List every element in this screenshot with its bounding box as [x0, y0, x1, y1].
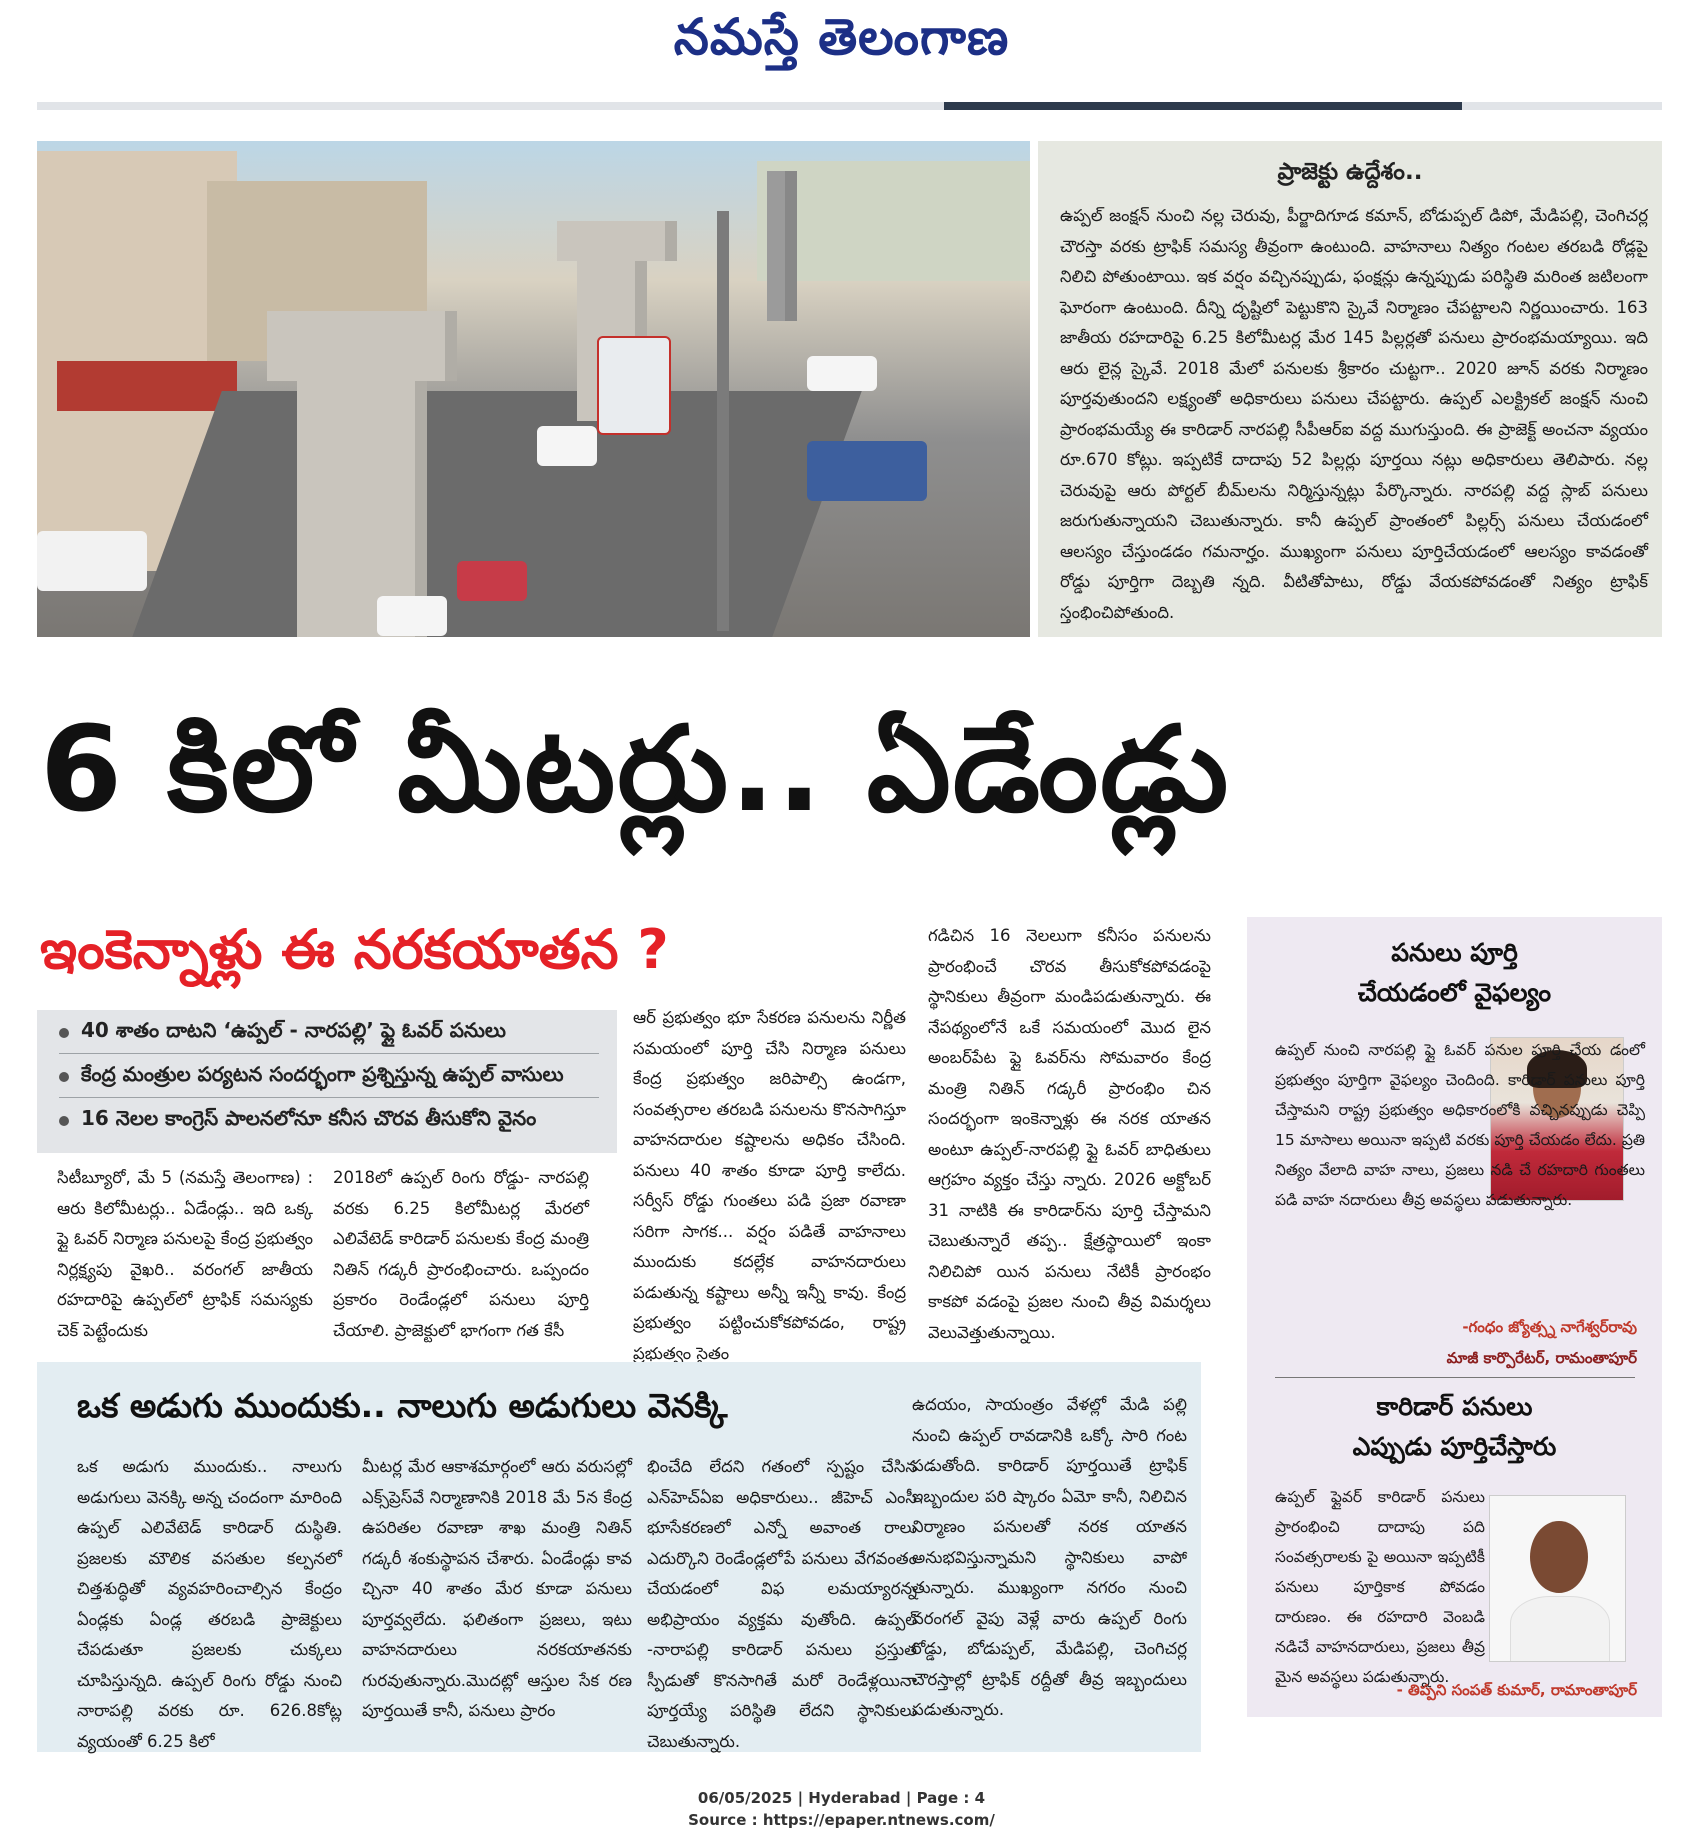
bottom-article-column-2: మీటర్ల మేర ఆకాశమార్గంలో ఆరు వరుసల్లో ఎక్స్‌ప్రెస్‌వే నిర్మాణానికి 2018 మే 5న కేంద్ర ఉపరితల రవాణా శాఖ మంత్రి నితిన్ గడ్కరీ శంకుస్థాపన చేశారు. ఏండేండ్లు కావ చ్చినా 40 శాతం మేర కూడా పనులు పూర్తవ్వలేదు. ఫలితంగా ప్రజలు, ఇటు వాహనదారులు నరకయాతనకు గురవుతున్నారు.మొదట్లో ఆస్తుల సేక రణ పూర్తయితే కానీ, పనులు ప్రారం: [362, 1457, 632, 1720]
footer-source-line: Source : https://epaper.ntnews.com/: [688, 1811, 995, 1829]
bullet-icon: [59, 1116, 69, 1126]
header-rule-light: [37, 102, 944, 110]
opinion1-signature-role: మాజీ కార్పొరేటర్, రామంతాపూర్: [1446, 1349, 1637, 1367]
project-purpose-title: ప్రాజెక్టు ఉద్దేశం..: [1277, 159, 1423, 185]
header-rule-light-end: [1462, 102, 1662, 110]
main-headline: 6 కిలో మీటర్లు.. ఏడేండ్లు: [40, 700, 1231, 838]
opinion2-signature: - తిప్పని సంపత్ కుమార్, రామాంతాపూర్: [1396, 1681, 1637, 1699]
bottom-article-column-4: ఉదయం, సాయంత్రం వేళల్లో మేడి పల్లి నుంచి ఉప్పల్ రావడానికి ఒక్కో సారి గంట పడుతోంది. కారిడార్ పూర్తయితే ట్రాఫిక్ ఇబ్బందుల పరి ష్కారం ఏమో కానీ, నిలిచిన నిర్మాణం పనులతో నరక యాతన అనుభవిస్తున్నామని స్థానికులు వాపో తున్నారు. ముఖ్యంగా నగరం నుంచి వరంగల్ వైపు వెళ్లే వారు ఉప్పల్ రింగు రోడ్డు, బోడుప్పల్, మేడిపల్లి, చెంగిచర్ల చౌరస్తాల్లో ట్రాఫిక్ రద్దీతో తీవ్ర ఇబ్బందులు పడుతున్నారు.: [912, 1395, 1187, 1719]
highlights-box: [37, 1010, 617, 1153]
opinion2-title-line2: ఎప్పుడు పూర్తిచేస్తారు: [1352, 1432, 1557, 1461]
article-column-3: ఆర్ ప్రభుత్వం భూ సేకరణ పనులను నిర్ణీత సమయంలో పూర్తి చేసి నిర్మాణ పనులు కేంద్ర ప్రభుత్వం జరిపాల్సి ఉండగా, సంవత్సరాల తరబడి పనులను కొనసాగిస్తూ వాహనదారుల కష్టాలను అధికం చేసింది. పనులు 40 శాతం కూడా పూర్తి కాలేదు. సర్వీస్ రోడ్డు గుంతలు పడి ప్రజా రవాణా సరిగా సాగక... వర్షం పడితే వాహనాలు ముందుకు కదల్లేక వాహనదారులు పడుతున్న కష్టాలు అన్నీ ఇన్నీ కావు. కేంద్ర ప్రభుత్వం పట్టించుకోకపోవడం, రాష్ట్ర ప్రభుత్వం సైతం: [633, 1008, 906, 1363]
opinion-sidebar: [1247, 917, 1662, 1717]
highlight-item: 40 శాతం దాటని ‘ఉప్పల్ - నారపల్లి’ ఫ్లై ఓవర్ పనులు: [59, 1018, 599, 1054]
opinion2-title-line1: కారిడార్ పనులు: [1376, 1392, 1533, 1421]
bottom-article-column-3: భించేది లేదని గతంలో స్పష్టం చేసిన ఎన్‌హెచ్ఏఐ అధికారులు.. జీహెచ్ ఎంసీ భూసేకరణలో ఎన్నో అవాంత రాలు ఎదుర్కొని రెండేండ్లలోపే పనులు వేగవంతం చేయడంలో విఫ లమయ్యారన్న అభిప్రాయం వ్యక్తమ వుతోంది. ఉప్పల్ -నారాపల్లి కారిడార్ పనులు ప్రస్తుత స్పీడుతో కొనసాగితే మరో రెండేళ్లయినా పూర్తయ్యే పరిస్థితి లేదని స్థానికులు చెబుతున్నారు.: [647, 1457, 917, 1751]
opinion1-title-line2: చేయడంలో వైఫల్యం: [1357, 978, 1552, 1007]
bottom-article-column-1: ఒక అడుగు ముందుకు.. నాలుగు అడుగులు వెనక్కి అన్న చందంగా మారింది ఉప్పల్ ఎలివేటెడ్ కారిడార్ దుస్థితి. ప్రజలకు మౌలిక వసతుల కల్పనలో చిత్తశుద్ధితో వ్యవహరించాల్సిన కేంద్రం ఏండ్లకు ఏండ్ల తరబడి ప్రాజెక్టులు చేపడుతూ ప్రజలకు చుక్కలు చూపిస్తున్నది. ఉప్పల్ రింగు రోడ్డు నుంచి నారాపల్లి వరకు రూ. 626.8కోట్ల వ్యయంతో 6.25 కిలో: [77, 1457, 342, 1751]
flyover-photo: [37, 141, 1030, 637]
opinion1-body: ఉప్పల్ నుంచి నారపల్లి ఫ్లై ఓవర్ పనుల పూర్తి చేయ డంలో ప్రభుత్వం పూర్తిగా వైఫల్యం చెందింది. కారిడార్ పనులు పూర్తి చేస్తామని రాష్ట్ర ప్రభుత్వం అధికారంలోకి వచ్చినప్పుడు చెప్పి 15 మాసాలు అయినా ఇప్పటి వరకు పూర్తి చేయడం లేదు. ప్రతి నిత్యం వేలాది వాహ నాలు, ప్రజలు నడి చే రహదారి గుంతలు పడి వాహ నదారులు తీవ్ర అవస్థలు పడుతున్నారు.: [1275, 1041, 1645, 1209]
bullet-icon: [59, 1028, 69, 1038]
bullet-icon: [59, 1072, 69, 1082]
masthead-title: నమస్తే తెలంగాణ: [673, 8, 1010, 66]
opinion1-title-line1: పనులు పూర్తి: [1391, 938, 1518, 967]
project-purpose-body: ఉప్పల్ జంక్షన్ నుంచి నల్ల చెరువు, పీర్జాదిగూడ కమాన్, బోడుప్పల్ డిపో, మేడిపల్లి, చెంగిచర్ల చౌరస్తా వరకు ట్రాఫిక్ సమస్య తీవ్రంగా ఉంటుంది. వాహనాలు నిత్యం గంటల తరబడి రోడ్లపై నిలిచి పోతుంటాయి. ఇక వర్షం వచ్చినప్పుడు, ఫంక్షన్లు ఉన్నప్పుడు పరిస్థితి మరింత జటిలంగా ఘోరంగా ఉంటుంది. దీన్ని దృష్టిలో పెట్టుకొని స్కైవే నిర్మాణం చేపట్టాలని నిర్ణయించారు. 163 జాతీయ రహదారిపై 6.25 కిలోమీటర్ల మేర 145 పిల్లర్లతో పనులు ప్రారంభమయ్యాయి. ఇది ఆరు లైన్ల స్కైవే. 2018 మేలో పనులకు శ్రీకారం చుట్టగా.. 2020 జూన్ వరకు నిర్మాణం పూర్తవుతుందని లక్ష్యంతో అధికారులు పనులు చేపట్టారు. ఉప్పల్ ఎలక్ట్రికల్ జంక్షన్ నుంచి ప్రారంభమయ్యే ఈ కారిడార్ నారపల్లి సీపీఆర్ఐ వద్ద ముగుస్తుంది. ఈ ప్రాజెక్ట్ అంచనా వ్యయం రూ.670 కోట్లు. ఇప్పటికే దాదాపు 52 పిల్లర్లు పూర్తయి నట్లు అధికారులు తెలిపారు. నల్ల చెరువుపై ఆరు పోర్టల్ బీమ్‌లను నిర్మిస్తున్నట్లు పేర్కొన్నారు. నారపల్లి వద్ద స్లాబ్ పనులు జరుగుతున్నాయని చెబుతున్నారు. కానీ ఉప్పల్ ప్రాంతంలో పిల్లర్స్ పనులు చేయడంలో ఆలస్యం చేస్తుండడం గమనార్హం. ముఖ్యంగా పనులు పూర్తిచేయడంలో ఆలస్యం కావడంతో రోడ్డు పూర్తిగా దెబ్బతి న్నది. వీటితోపాటు, రోడ్డు వేయకపోవడంతో నిత్యం ట్రాఫిక్ స్తంభించిపోతుంది.: [1060, 206, 1648, 622]
header-rule-dark: [944, 102, 1462, 110]
bottom-article-title: ఒక అడుగు ముందుకు.. నాలుగు అడుగులు వెనక్కి: [77, 1386, 728, 1425]
project-purpose-box: [1038, 141, 1662, 637]
article-column-1: సిటీబ్యూరో, మే 5 (నమస్తే తెలంగాణ) : ఆరు కిలోమీటర్లు.. ఏడేండ్లు.. ఇది ఒక్క ఫ్లై ఓవర్ నిర్మాణ పనులపై కేంద్ర ప్రభుత్వం నిర్లక్ష్యపు వైఖరి.. వరంగల్ జాతీయ రహదారిపై ఉప్పల్‌లో ట్రాఫిక్ సమస్యకు చెక్ పెట్టేందుకు: [57, 1168, 313, 1340]
opinion2-body: ఉప్పల్ ఫ్లైవర్ కారిడార్ పనులు ప్రారంభించి దాదాపు పది సంవత్సరాలకు పై అయినా ఇప్పటికీ పనులు పూర్తికాక పోవడం దారుణం. ఈ రహదారి వెంబడి నడిచే వాహనదారులు, ప్రజలు తీవ్ర మైన అవస్థలు పడుతున్నారు.: [1275, 1488, 1485, 1686]
highlight-item: 16 నెలల కాంగ్రెస్ పాలనలోనూ కనీస చొరవ తీసుకోని వైనం: [59, 1106, 599, 1141]
opinion2-portrait: [1489, 1495, 1626, 1662]
article-column-2: 2018లో ఉప్పల్ రింగు రోడ్డు- నారపల్లి వరకు 6.25 కిలోమీటర్ల మేరలో ఎలివేటెడ్ కారిడార్ పనులకు కేంద్ర మంత్రి నితిన్ గడ్కరీ ప్రారంభించారు. ఒప్పందం ప్రకారం రెండేండ్లలో పనులు పూర్తి చేయాలి. ప్రాజెక్టులో భాగంగా గత కేసీ: [333, 1168, 589, 1340]
article-column-4: గడిచిన 16 నెలలుగా కనీసం పనులను ప్రారంభించే చొరవ తీసుకోకపోవడంపై స్థానికులు తీవ్రంగా మండిపడుతున్నారు. ఈ నేపథ్యంలోనే ఒకే సమయంలో మొద లైన అంబర్‌పేట ఫ్లై ఓవర్‌ను సోమవారం కేంద్ర మంత్రి నితిన్ గడ్కరీ ప్రారంభిం చిన సందర్భంగా ఇంకెన్నాళ్లు ఈ నరక యాతన అంటూ ఉప్పల్-నారపల్లి ఫ్లై ఓవర్ బాధితులు ఆగ్రహం వ్యక్తం చేస్తు న్నారు. 2026 అక్టోబర్ 31 నాటికి ఈ కారిడార్‌ను పూర్తి చేస్తామని చెబుతున్నారే తప్ప.. క్షేత్రస్థాయిలో ఇంకా నిలిచిపో యిన పనులు నేటికీ ప్రారంభం కాకపో వడంపై ప్రజల నుంచి తీవ్ర విమర్శలు వెలువెత్తుతున్నాయి.: [928, 926, 1211, 1342]
sub-headline: ఇంకెన్నాళ్లు ఈ నరకయాతన ?: [40, 918, 669, 981]
opinion1-signature-name: -గంధం జ్యోత్స్న నాగేశ్వర్‌రావు: [1462, 1318, 1637, 1336]
highlight-item: కేంద్ర మంత్రుల పర్యటన సందర్భంగా ప్రశ్నిస్తున్న ఉప్పల్ వాసులు: [59, 1062, 599, 1098]
sidebar-divider: [1275, 1377, 1635, 1378]
bottom-article-box: [37, 1362, 1201, 1752]
footer-edition-line: 06/05/2025 | Hyderabad | Page : 4: [697, 1789, 986, 1807]
